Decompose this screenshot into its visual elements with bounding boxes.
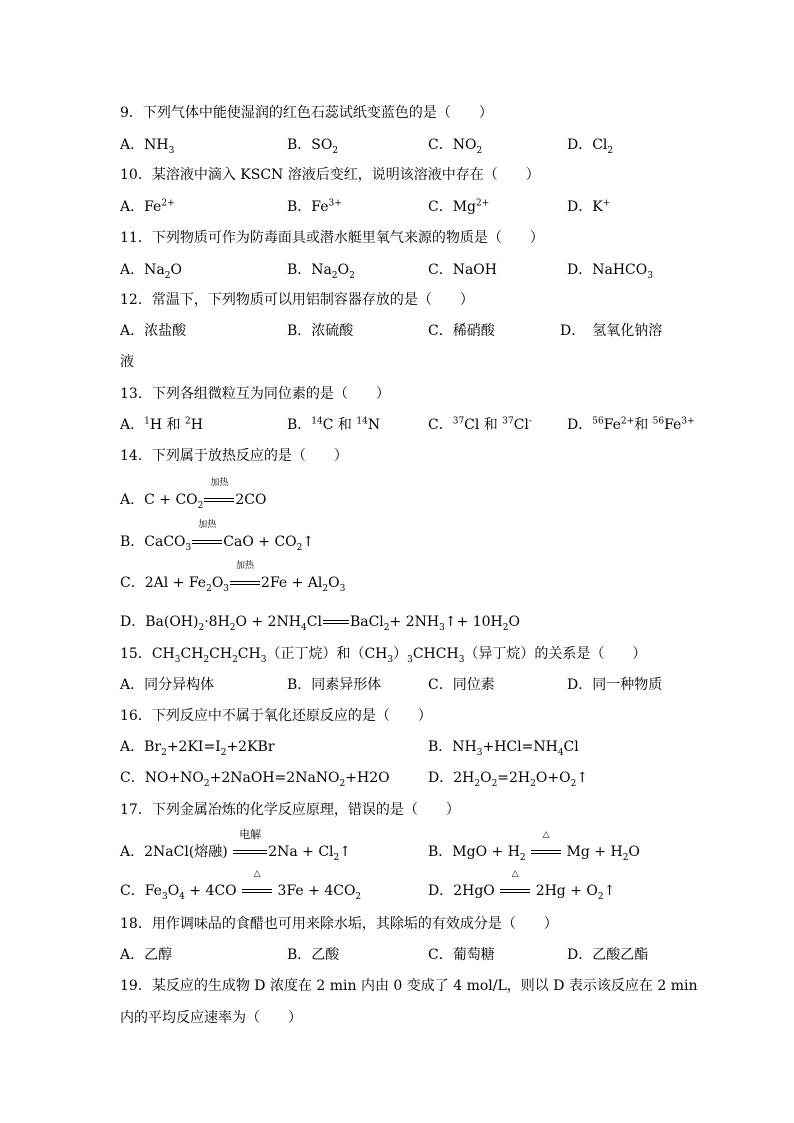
question-9-stem: 9．下列气体中能使湿润的红色石蕊试纸变蓝色的是（ ）: [120, 105, 493, 121]
q9-option-c: C．$NO_2$: [428, 137, 483, 156]
question-10-stem: 10．某溶液中滴入 KSCN 溶液后变红，说明该溶液中存在（ ）: [120, 167, 540, 183]
heat-triangle-sign: △: [500, 882, 530, 900]
q14-option-b: B．CaCO$_3$ 加热 CaO + $CO_2↑$: [120, 520, 315, 553]
q14-option-c: C．$2Al + Fe_2O_3$ 加热 $2Fe + Al_2O_3$: [120, 561, 346, 594]
heat-triangle-sign: △: [531, 843, 561, 861]
question-15-stem: 15．$CH_3CH_2CH_2CH_3$（正丁烷）和$(CH_3)_3CHCH_3$（异丁烷）的关系是（ ）: [120, 646, 647, 665]
q9-option-a: A．$NH_3$: [120, 137, 175, 156]
q15-option-a: A．同分异构体: [120, 677, 215, 693]
q17-option-d: D．2HgO △ $2Hg + O_2↑$: [428, 869, 616, 902]
q13-option-d: D．$^{56}Fe^{2+}$和 $^{56}Fe^{3+}$: [567, 416, 695, 433]
q18-option-a: A．乙醇: [120, 947, 173, 963]
heating-condition-sign: 加热: [192, 533, 222, 551]
q12-option-d: D． 氢氧化钠溶: [560, 323, 663, 339]
q11-option-c: C．NaOH: [428, 262, 497, 278]
q18-option-d: D．乙酸乙酯: [567, 947, 649, 963]
q12-option-b: B．浓硫酸: [287, 323, 354, 339]
q10-option-a: A．$Fe^{2+}$: [120, 198, 175, 215]
equals-sign: [323, 613, 349, 631]
q10-option-b: B．$Fe^{3+}$: [287, 198, 342, 215]
q15-option-b: B．同素异形体: [287, 677, 382, 693]
heating-condition-sign: 加热: [230, 574, 260, 592]
question-17-stem: 17．下列金属冶炼的化学反应原理，错误的是（ ）: [120, 802, 460, 818]
q15-option-d: D．同一种物质: [567, 677, 663, 693]
q14-option-d: D．$Ba(OH)_2\cdot 8H_2O + 2NH_4Cl$ BaCl$_2$+ $2NH_3↑+ 10H_2O$: [120, 614, 520, 633]
question-11-stem: 11．下列物质可作为防毒面具或潜水艇里氧气来源的物质是（ ）: [120, 230, 544, 246]
q9-option-b: B．$SO_2$: [287, 137, 339, 156]
question-19-stem-line-1: 19．某反应的生成物 D 浓度在 2 min 内由 0 变成了 4 mol/L，则以 D 表示该反应在 2 min: [120, 978, 698, 994]
q11-option-d: D．NaHCO$_3$: [567, 262, 653, 281]
q16-option-a: A．$Br_2+2KI=I_2+2KBr$: [120, 739, 275, 758]
question-13-stem: 13．下列各组微粒互为同位素的是（ ）: [120, 386, 390, 402]
q12-option-d-continuation: 液: [120, 354, 134, 370]
q17-option-b: B．MgO + $H_2$ △ $Mg + H_2O$: [428, 830, 640, 863]
electrolysis-condition-sign: 电解: [233, 843, 267, 861]
q14-option-a: A．$C + CO_2$ 加热 2CO: [120, 478, 267, 511]
q17-option-a: A．2NaCl(熔融) 电解 $2Na + Cl_2↑$: [120, 828, 351, 863]
q16-option-b: B．$NH_3+HCl=NH_4Cl$: [428, 739, 579, 758]
q16-option-d: D．$2H_2O_2=2H_2O+O_2↑$: [428, 770, 589, 789]
q15-option-c: C．同位素: [428, 677, 495, 693]
q13-option-a: A．$^1$H 和 $^2$H: [120, 416, 203, 433]
q9-option-d: D．$Cl_2$: [567, 137, 614, 156]
q10-option-c: C．$Mg^{2+}$: [428, 198, 490, 215]
q13-option-b: B．$^{14}$C 和 $^{14}$N: [287, 416, 381, 433]
q12-option-a: A．浓盐酸: [120, 323, 187, 339]
q11-option-b: B．$Na_2O_2$: [287, 262, 355, 281]
question-14-stem: 14．下列属于放热反应的是（ ）: [120, 448, 348, 464]
q12-option-c: C．稀硝酸: [428, 323, 495, 339]
q17-option-c: C．$Fe_3O_4 + 4CO$ △ $3Fe + 4CO_2$: [120, 869, 362, 902]
q13-option-c: C．$^{37}$Cl 和 $^{37}$Cl-: [428, 416, 532, 433]
question-18-stem: 18．用作调味品的食醋也可用来除水垢，其除垢的有效成分是（ ）: [120, 916, 558, 932]
q18-option-b: B．乙酸: [287, 947, 340, 963]
heating-condition-sign: 加热: [204, 491, 234, 509]
q16-option-c: C．$NO+NO_2+2NaOH=2NaNO_2+H2O$: [120, 770, 390, 789]
q11-option-a: A．$Na_2O$: [120, 262, 182, 281]
question-16-stem: 16．下列反应中不属于氧化还原反应的是（ ）: [120, 708, 432, 724]
q10-option-d: D．K+: [567, 198, 611, 215]
question-19-stem-line-2: 内的平均反应速率为（ ）: [120, 1010, 302, 1026]
question-12-stem: 12．常温下，下列物质可以用铝制容器存放的是（ ）: [120, 292, 474, 308]
heat-triangle-sign: △: [242, 882, 272, 900]
q18-option-c: C．葡萄糖: [428, 947, 495, 963]
